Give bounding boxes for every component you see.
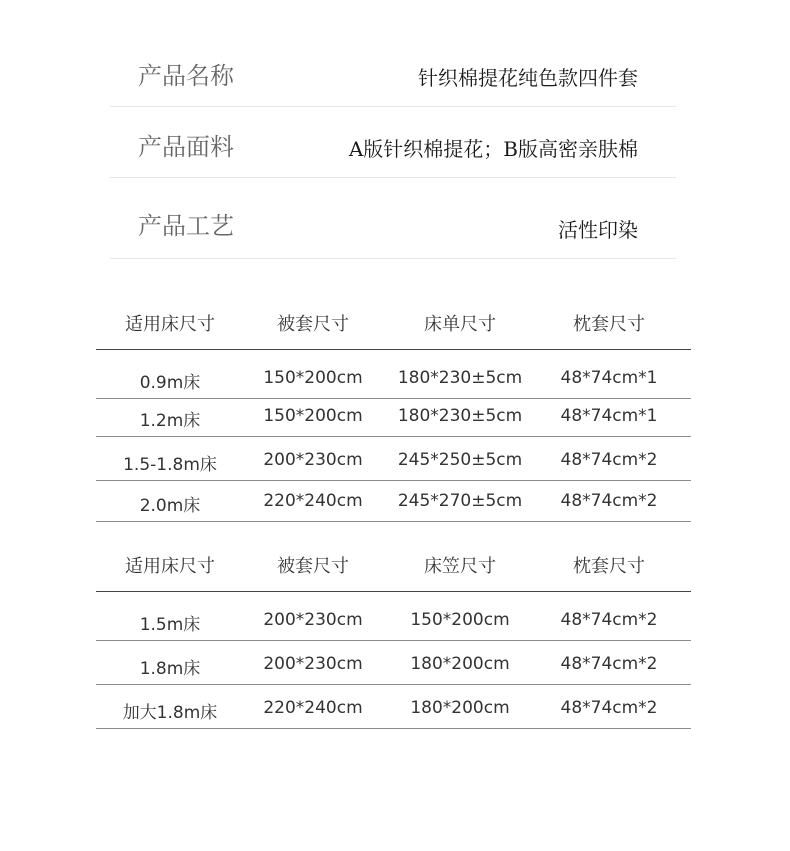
table-row	[96, 610, 691, 634]
table-row	[96, 368, 691, 392]
cell-duvet-size: 150*200cm	[263, 406, 363, 426]
cell-sheet-size: 245*250±5cm	[397, 450, 523, 470]
table-header	[96, 310, 691, 340]
product-spec-list	[110, 36, 676, 260]
row-divider	[96, 480, 691, 481]
cell-duvet-size: 200*230cm	[263, 450, 363, 470]
cell-pillowcase-size: 48*74cm*2	[560, 654, 658, 674]
cell-duvet-size: 200*230cm	[263, 610, 363, 630]
spec-row-fabric	[110, 107, 676, 178]
row-divider	[96, 521, 691, 522]
cell-duvet-size: 220*240cm	[263, 698, 363, 718]
header-duvet-size: 被套尺寸	[277, 556, 349, 577]
table-row	[96, 491, 691, 515]
header-divider	[96, 591, 691, 592]
size-table-bedsheet	[96, 300, 691, 525]
table-row	[96, 698, 691, 722]
cell-pillowcase-size: 48*74cm*1	[560, 368, 658, 388]
cell-sheet-size: 180*230±5cm	[397, 406, 523, 426]
table-row	[96, 450, 691, 474]
cell-pillowcase-size: 48*74cm*2	[560, 491, 658, 511]
spec-row-name	[110, 36, 676, 107]
cell-bed-size: 1.2m床	[139, 411, 201, 431]
cell-pillowcase-size: 48*74cm*2	[560, 610, 658, 630]
spec-value: 活性印染	[558, 218, 638, 242]
row-divider	[96, 728, 691, 729]
table-row	[96, 654, 691, 678]
header-duvet-size: 被套尺寸	[277, 314, 349, 335]
header-pillowcase-size: 枕套尺寸	[573, 556, 645, 577]
cell-sheet-size: 180*230±5cm	[397, 368, 523, 388]
row-divider	[96, 640, 691, 641]
cell-bed-size: 0.9m床	[139, 373, 201, 393]
cell-pillowcase-size: 48*74cm*1	[560, 406, 658, 426]
cell-bed-size: 加大1.8m床	[122, 703, 218, 723]
cell-duvet-size: 200*230cm	[263, 654, 363, 674]
header-fitted-sheet-size: 床笠尺寸	[424, 556, 496, 577]
header-pillowcase-size: 枕套尺寸	[573, 314, 645, 335]
cell-pillowcase-size: 48*74cm*2	[560, 450, 658, 470]
row-divider	[96, 398, 691, 399]
size-table-fitted-sheet	[96, 541, 691, 731]
spec-label: 产品面料	[138, 133, 234, 161]
row-divider	[96, 684, 691, 685]
cell-duvet-size: 150*200cm	[263, 368, 363, 388]
header-divider	[96, 349, 691, 350]
row-divider	[96, 436, 691, 437]
cell-bed-size: 1.8m床	[139, 659, 201, 679]
spec-row-craft	[110, 178, 676, 259]
table-header	[96, 552, 691, 582]
spec-value: 针织棉提花纯色款四件套	[418, 66, 638, 90]
cell-pillowcase-size: 48*74cm*2	[560, 698, 658, 718]
header-bed-size: 适用床尺寸	[125, 314, 215, 335]
header-sheet-size: 床单尺寸	[424, 314, 496, 335]
spec-label: 产品名称	[138, 62, 234, 90]
cell-fitted-sheet-size: 150*200cm	[410, 610, 510, 630]
table-row	[96, 406, 691, 430]
cell-bed-size: 1.5-1.8m床	[123, 455, 217, 475]
cell-bed-size: 1.5m床	[139, 615, 201, 635]
header-bed-size: 适用床尺寸	[125, 556, 215, 577]
spec-label: 产品工艺	[138, 212, 234, 240]
cell-fitted-sheet-size: 180*200cm	[410, 698, 510, 718]
cell-sheet-size: 245*270±5cm	[397, 491, 523, 511]
spec-value: A版针织棉提花；B版高密亲肤棉	[348, 137, 638, 161]
cell-duvet-size: 220*240cm	[263, 491, 363, 511]
cell-fitted-sheet-size: 180*200cm	[410, 654, 510, 674]
cell-bed-size: 2.0m床	[139, 496, 201, 516]
